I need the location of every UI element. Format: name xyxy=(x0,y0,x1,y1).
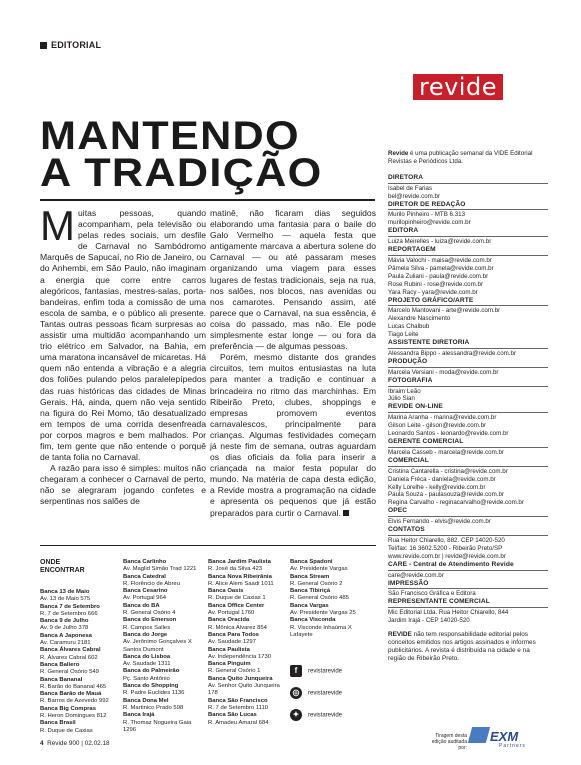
stand-name: Banca Para Todos xyxy=(208,631,259,638)
stand-address: R. José da Silva 423 xyxy=(208,566,263,573)
stand-name: Banca Brasil xyxy=(40,720,76,727)
circulation-line-1: Tiragem desta xyxy=(435,733,467,739)
square-bullet-icon xyxy=(40,42,47,49)
stand-name: Banca Jardim Paulista xyxy=(208,559,271,565)
masthead-divider xyxy=(388,447,548,448)
masthead-divider xyxy=(388,348,548,349)
masthead-divider xyxy=(388,535,548,536)
masthead-line: Marcelo Mantovani - arte@revide.com.br xyxy=(388,307,501,315)
stand-address: R. Duque de Caxias xyxy=(40,727,93,734)
masthead-line: Marcela Versiani - moda@revide.com.br xyxy=(388,368,499,376)
masthead-line: Tiago Leite xyxy=(388,331,419,339)
stand-address: Av. Jerônimo Gonçalves X Santos Dumont xyxy=(123,639,192,653)
stand-address: R. 7 de Setembro 1110 xyxy=(208,704,269,711)
masthead-divider xyxy=(388,236,548,237)
masthead-line: Cristina Cantarella - cristina@revide.com.br xyxy=(388,467,508,475)
masthead-divider xyxy=(388,466,548,467)
stand-name: Banca Nova Ribeirânia xyxy=(208,573,272,580)
social-handle: revistarevide xyxy=(308,690,343,697)
stand-address: R. Padre Euclides 1136 xyxy=(123,690,185,697)
masthead-line: bel@revide.com.br xyxy=(388,192,441,200)
masthead-line: Marcela Casseb - marcela@revide.com.br xyxy=(388,448,504,456)
stand-name: Banca Cesarino xyxy=(123,588,168,595)
masthead-line: Luiza Meirelles - luiza@revide.com.br xyxy=(388,238,492,246)
stand-address: Av. Senhor Quito Junqueira 178 xyxy=(208,683,280,697)
stand-address: R. General Osório 549 xyxy=(40,669,99,676)
masthead-heading: FOTOGRAFIA xyxy=(388,376,433,384)
stand-list-1 xyxy=(40,589,118,735)
masthead-line: Murilo Pinheiro - MTB 6.313 xyxy=(388,211,466,219)
masthead-line: Jardim Irajá - CEP 14020-520 xyxy=(388,617,470,625)
exm-logo-sub: Partners xyxy=(499,743,526,749)
masthead-section xyxy=(388,457,548,507)
masthead-heading: COMERCIAL xyxy=(388,456,429,464)
masthead-heading: IMPRESSÃO xyxy=(388,579,429,587)
stand-name: Banca Baliero xyxy=(40,661,80,668)
masthead-line: Alexandre Nascimento xyxy=(388,315,451,323)
stand-name: Banca Carlinho xyxy=(123,559,167,565)
stand-address: R. General Osório 1 xyxy=(208,668,261,675)
masthead-line: Rose Rubini - rose@revide.com.br xyxy=(388,280,484,288)
stand-address: Av. Independência 1730 xyxy=(208,653,271,660)
masthead-line: Paula Zuliani - paula@revide.com.br xyxy=(388,272,489,280)
stand-address: R. Visconde Inhaúma X Lafayete xyxy=(290,624,352,638)
masthead-line: Paula Souza - paulasouza@revide.com.br xyxy=(388,491,505,499)
article-paragraph: matinê, não ficaram dias seguidos elaborando uma fantasia para o baile do Galo Vermelho — aquela festa que antigamente marcava a abertura solene do Carnaval — ou até passaram meses organizando uma viagem para esses lugares de festas tradicionais, seja na rua, nos salões, nos blocos, nas avenidas ou nos camarotes. Pensando assim, até parece que o Carnaval, na sua essência, é coisa do passado, mas não. Ele pode simplesmente estar longe — ou fora da preferência — de algumas pessoas. xyxy=(210,208,376,352)
article-paragraph: A razão para isso é simples: muitos não chegaram a conhecer o Carnaval de perto, não se alegraram jogando confetes e serpentinas nos salões de xyxy=(40,463,206,507)
masthead-divider xyxy=(388,570,548,571)
onde-encontrar-rule xyxy=(40,545,376,546)
masthead-line: Rua Heitor Chiarello, 882. CEP 14020-520 xyxy=(388,536,505,544)
page-footer: 4 Revide 900 | 02.02.18 xyxy=(40,740,110,747)
stand-address: Av. Caramuru 2181 xyxy=(40,640,91,647)
stand-address: R. Alice Alem Saadi 1011 xyxy=(208,580,274,587)
issue-date: 02.02.18 xyxy=(84,740,110,747)
stand-address: R. 7 de Setembro 666 xyxy=(40,610,98,617)
stand-name: Banca Oasis xyxy=(208,588,244,595)
stand-name: Banca Spadoni xyxy=(290,559,333,565)
stand-address: Av. Portugal 1760 xyxy=(208,610,255,617)
social-instagram[interactable] xyxy=(290,687,342,699)
masthead-heading: CARE - Central de Atendimento Revide xyxy=(388,560,514,568)
stand-name: Banca Catedral xyxy=(123,573,166,580)
stand-name: Banca do Jorge xyxy=(123,631,168,638)
stand-address: R. General Osório 4 xyxy=(123,610,176,617)
masthead-line: Mávia Valochi - maisa@revide.com.br xyxy=(388,256,492,264)
masthead-section xyxy=(388,507,548,526)
stand-name: Banca Pinguim xyxy=(208,661,251,668)
masthead-section xyxy=(388,377,548,404)
stand-address: Av. 13 de Maio 575 xyxy=(40,596,91,603)
masthead-line: Marina Aranha - marina@revide.com.br xyxy=(388,414,497,422)
circulation-line-2: edição auditada por: xyxy=(431,739,467,751)
article-column-1 xyxy=(40,202,206,508)
masthead xyxy=(388,150,548,663)
stand-name: Banca Irajá xyxy=(123,712,155,719)
stand-address: R. Amadeu Amaral 684 xyxy=(208,719,269,726)
exm-logo: EXM xyxy=(490,729,519,744)
stand-name: Banca Stream xyxy=(290,573,330,580)
masthead-heading: PRODUÇÃO xyxy=(388,357,428,365)
stand-address: Av. Saudade 1311 xyxy=(123,661,171,668)
onde-title-line-2: ENCONTRAR xyxy=(40,567,85,574)
masthead-line: São Francisco Gráfica e Editora xyxy=(388,590,476,598)
masthead-divider xyxy=(388,386,548,387)
masthead-line: Alessandra Bippo - alessandra@revide.com.br xyxy=(388,349,517,357)
title-rule xyxy=(40,199,375,201)
stand-name: Banca Álvares Cabral xyxy=(40,647,101,654)
onde-encontrar-title xyxy=(40,559,84,575)
masthead-intro-text: é uma publicação semanal da VIDE Editorial Revistas e Periódicos Ltda. xyxy=(388,150,533,165)
masthead-line: Regina Carvalho - reginacarvalho@revide.com.br xyxy=(388,499,524,507)
masthead-heading: GERENTE COMERCIAL xyxy=(388,438,464,445)
masthead-heading: ASSISTENTE DIRETORIA xyxy=(388,339,470,347)
masthead-section xyxy=(388,339,548,358)
stand-address: R. Campos Salles xyxy=(123,624,171,631)
masthead-line: Pâmela Silva - pamela@revide.com.br xyxy=(388,264,494,272)
masthead-heading: REPRESENTANTE COMERCIAL xyxy=(388,598,490,606)
masthead-heading: REPORTAGEM xyxy=(388,246,436,254)
stand-name: Banca Vargas xyxy=(290,602,329,609)
stand-address: Av. Presidente Vargas xyxy=(290,566,348,573)
stand-address: R. Duque de Caxias 1 xyxy=(208,595,266,602)
stand-name: Banca Quito Junqueira xyxy=(208,675,273,682)
stand-address: R. Martinico Prado 598 xyxy=(123,704,184,711)
masthead-section xyxy=(388,526,548,561)
masthead-section xyxy=(388,561,548,580)
disclaimer-text: não tem responsabilidade editorial pelos conceitos emitidos nos artigos assinados e informes publicitários. A revista é distribuída na cidade e na região de Ribeirão Preto. xyxy=(388,631,536,662)
stand-address: R. Heron Domingues 812 xyxy=(40,713,107,720)
drop-cap: M xyxy=(40,202,75,249)
stand-name: Banca do Shopping xyxy=(123,683,179,690)
paragraph-text: Porém, mesmo distante dos grandes circuitos, tem muitos entusiastas na luta para manter a tradição e continuar a brincadeira no ritmo das marchinhas. Em Ribeirão Preto, clubes, shoppings e empresas promovem eventos carnavalescos, principalmente para crianças. Algumas festividades começam já neste fim de semana, outras aguardam os dias oficiais da folia para inserir a criançada na maior festa popular do mundo. Na matéria de capa desta edição, a Revide mostra a programação na cidade e apresenta os pequenos que já estão preparados para curtir o Carnaval. xyxy=(210,352,376,518)
social-twitter[interactable] xyxy=(290,709,342,721)
masthead-line: Ibraim Leão xyxy=(388,387,421,395)
masthead-heading: EDITORA xyxy=(388,227,419,235)
page-title xyxy=(40,114,323,195)
masthead-divider xyxy=(388,607,548,608)
masthead-line: Mic Editorial Ltda. Rua Heitor Chiarello, 844 xyxy=(388,609,509,617)
social-handle: revistarevide xyxy=(308,668,343,675)
onde-title-line-1: ONDE xyxy=(40,559,61,566)
masthead-sections xyxy=(388,174,548,625)
masthead-line: Elvis Fernando - elvis@revide.com.br xyxy=(388,518,491,526)
masthead-divider xyxy=(388,412,548,413)
paragraph-text: uitas pessoas, quando acompanham, pela televisão ou pelas redes sociais, um desfile de Carnaval no Sambódromo Marquês de Sapucaí, no Rio de Janeiro, ou do Anhembi, em São Paulo, não imaginam a energia que corre entre carros alegóricos, fantasias, mestres-salas, porta-bandeiras, enfim toda a comissão de uma escola de samba, e o público ali presente. Tantas outras pessoas ficam surpresas ao assistir uma multidão acompanhando um trio elétrico em Salvador, na Bahia, em uma maratona incansável de micaretas. Há quem não entenda a vibração e a alegria dos foliões pulando pelos paralelepípedos das ruas históricas das cidades de Minas Gerais. Há, ainda, quem não veja sentido na figura do Rei Momo, tão desatualizado em tempos de uma corrida desenfreada por corpos magros e bem malhados. Por fim, tem gente que não entende o porquê de tanta folia no Carnaval. xyxy=(40,208,206,463)
stand-list-4 xyxy=(290,559,374,639)
masthead-line: Yara Racy - yara@revide.com.br xyxy=(388,288,478,296)
revide-logo: revide xyxy=(413,74,503,100)
end-mark-icon xyxy=(343,510,349,516)
masthead-line: Júlio Sian xyxy=(388,395,415,403)
title-line-1: MANTENDO xyxy=(40,114,300,158)
masthead-line: Daniela Fréca - daniela@revide.com.br xyxy=(388,475,496,483)
masthead-line: Kelly Lorelhe - kelly@revide.com.br xyxy=(388,483,486,491)
stand-address: R. Mônica Alvarez 854 xyxy=(208,624,267,631)
masthead-divider xyxy=(388,209,548,210)
circulation-note xyxy=(425,733,467,751)
social-handle: revistarevide xyxy=(308,712,343,719)
stand-name: Banca Office Center xyxy=(208,602,265,609)
masthead-heading: REVIDE ON-LINE xyxy=(388,403,443,411)
stand-name: Banca Big Compras xyxy=(40,705,96,712)
stand-name: Banca A Japonesa xyxy=(40,632,92,639)
masthead-heading: PROJETO GRÁFICO/ARTE xyxy=(388,296,474,304)
masthead-section xyxy=(388,297,548,340)
section-label xyxy=(40,40,101,50)
stand-address: R. General Osório 485 xyxy=(290,595,349,602)
twitter-icon: ✦ xyxy=(290,709,302,721)
masthead-section xyxy=(388,227,548,246)
stand-list-3 xyxy=(208,559,288,727)
social-facebook[interactable] xyxy=(290,665,342,677)
stand-name: Banca do Lisboa xyxy=(123,653,171,660)
stand-address: Pç. Santo Antônio xyxy=(123,675,170,682)
stand-name: Banca Dona Mel xyxy=(123,697,169,704)
masthead-heading: DIRETOR DE REDAÇÃO xyxy=(388,200,466,208)
masthead-line: Gilson Leite - gilson@revide.com.br xyxy=(388,422,487,430)
stand-name: Banca Oracida xyxy=(208,617,250,624)
masthead-section xyxy=(388,438,548,457)
masthead-line: Tel/fax: 16 3602.5200 - Ribeirão Preto/SP xyxy=(388,544,503,552)
masthead-heading: DIRETORA xyxy=(388,173,424,181)
stand-name: Banca 13 de Maio xyxy=(40,589,90,595)
exm-logo-mark-icon xyxy=(468,727,490,743)
masthead-line: www.revide.com.br | revide@revide.com.br xyxy=(388,552,506,560)
article-paragraph xyxy=(210,352,376,518)
stand-name: Banca Tibiriçá xyxy=(290,588,331,595)
section-text: EDITORIAL xyxy=(51,40,102,50)
masthead-section xyxy=(388,580,548,599)
masthead-intro xyxy=(388,150,548,166)
stand-name: Banca Barão de Mauá xyxy=(40,691,102,698)
masthead-divider xyxy=(388,516,548,517)
masthead-section xyxy=(388,403,548,438)
masthead-line: Leonardo Santos - leonardo@revide.com.br xyxy=(388,430,509,438)
masthead-line: murilopinheiro@revide.com.br xyxy=(388,219,471,227)
stand-address: R. Barros de Azevedo 992 xyxy=(40,698,109,705)
stand-name: Banca Visconda xyxy=(290,617,336,624)
stand-address: R. Thomaz Nogueira Gaia 1296 xyxy=(123,719,192,733)
title-line-2: A TRADIÇÃO xyxy=(40,151,323,195)
stand-address: R. Álvares Cabral 602 xyxy=(40,654,98,661)
facebook-icon: f xyxy=(290,665,302,677)
stand-address: R. General Osório 2 xyxy=(290,580,343,587)
masthead-heading: CONTATOS xyxy=(388,526,425,534)
stand-address: Av. Saudade 1297 xyxy=(208,639,256,646)
masthead-line: Lucas Chalbub xyxy=(388,323,430,331)
stand-name: Banca São Lucas xyxy=(208,712,257,719)
stand-name: Banca São Francisco xyxy=(208,697,268,704)
stand-address: R. Barão do Bananal 465 xyxy=(40,683,107,690)
masthead-divider xyxy=(388,305,548,306)
stand-address: Av. Maglid Simão Trad 1221 xyxy=(123,566,197,573)
masthead-divider xyxy=(388,367,548,368)
stand-name: Banca Bananal xyxy=(40,676,83,683)
masthead-section xyxy=(388,246,548,296)
stand-address: R. Florêncio de Abreu xyxy=(123,580,180,587)
magazine-issue: Revide 900 xyxy=(47,740,80,747)
stand-name: Banca 9 de Julho xyxy=(40,618,89,625)
stand-name: Banca do Palmeirão xyxy=(123,668,180,675)
masthead-section xyxy=(388,174,548,201)
masthead-divider xyxy=(388,588,548,589)
masthead-heading: OPEC xyxy=(388,507,408,515)
stand-list-2 xyxy=(123,559,203,734)
masthead-brand: Revide xyxy=(388,150,409,157)
article-column-2 xyxy=(210,208,376,519)
stand-name: Banca do Emerson xyxy=(123,617,177,624)
stand-address: Av. 9 de Julho 378 xyxy=(40,625,89,632)
masthead-section xyxy=(388,358,548,377)
stand-name: Banca Paulista xyxy=(208,646,250,653)
stand-name: Banca 7 de Setembro xyxy=(40,603,100,610)
masthead-line: Isabel de Farias xyxy=(388,184,433,192)
stand-address: Av. Presidente Vargas 25 xyxy=(290,610,356,617)
masthead-disclaimer xyxy=(388,631,548,663)
masthead-divider xyxy=(388,255,548,256)
disclaimer-brand: REVIDE xyxy=(388,631,412,639)
article-paragraph xyxy=(40,202,206,463)
masthead-divider xyxy=(388,183,548,184)
masthead-section xyxy=(388,201,548,228)
masthead-line: care@revide.com.br xyxy=(388,571,444,579)
instagram-icon: ◎ xyxy=(290,687,302,699)
stand-address: Av. Portugal 964 xyxy=(123,595,167,602)
masthead-section xyxy=(388,598,548,625)
page-number: 4 xyxy=(40,740,44,747)
stand-name: Banca do BA xyxy=(123,602,160,609)
